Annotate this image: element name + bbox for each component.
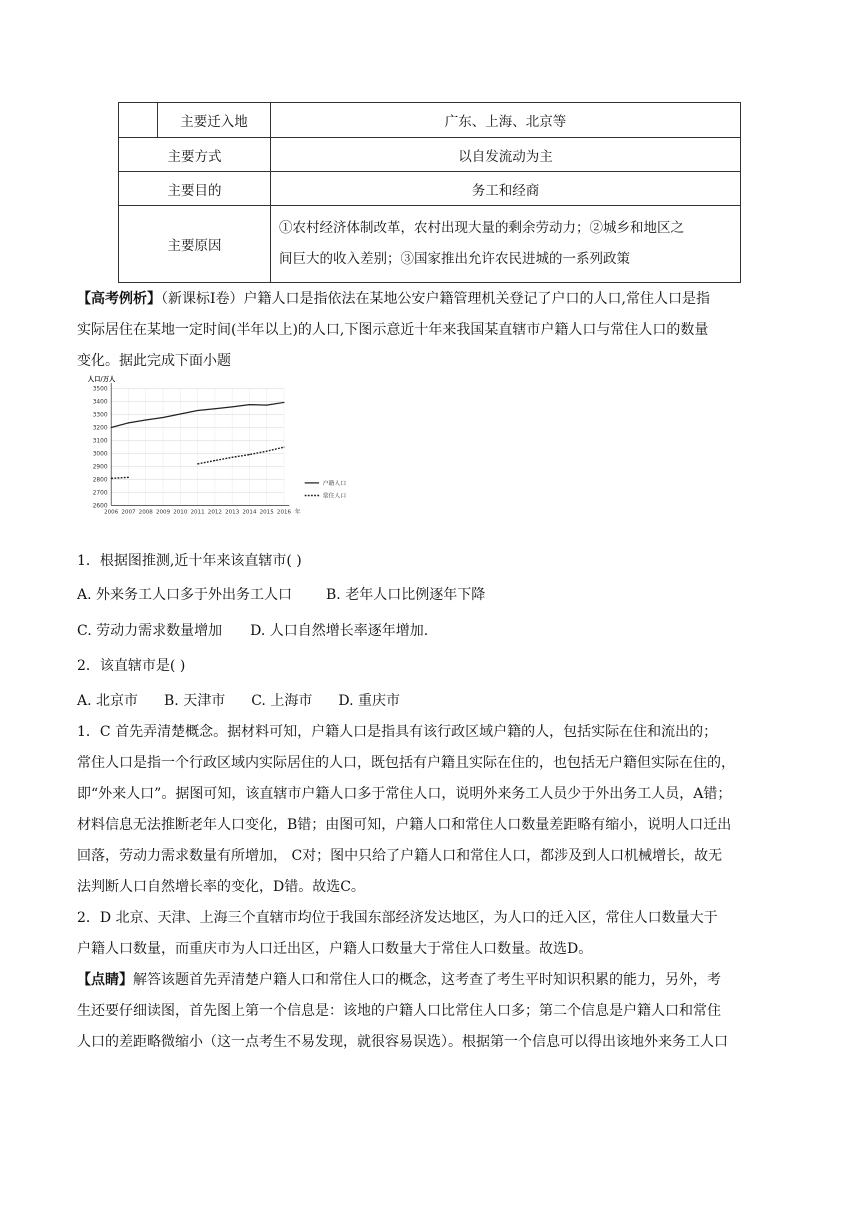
question-1-options bbox=[77, 584, 485, 604]
x-tick-label: 2015 bbox=[259, 509, 274, 516]
x-tick-label: 2010 bbox=[173, 509, 188, 516]
option-d: D. 人口自然增长率逐年增加. bbox=[250, 623, 429, 639]
question-2-options bbox=[77, 690, 400, 710]
answer-line: 回落，劳动力需求数量有所增加， C对；图中只给了户籍人口和常住人口，都涉及到人口机械增长，故无 bbox=[77, 848, 723, 864]
table-label: 主要原因 bbox=[119, 206, 271, 283]
x-tick-label: 2016 bbox=[276, 509, 292, 516]
table-row bbox=[119, 206, 741, 283]
population-line-chart bbox=[77, 360, 347, 532]
answer-line: 材料信息无法推断老年人口变化，B错；由图可知，户籍人口和常住人口数量差距略有缩小，说明人口迁出 bbox=[77, 817, 732, 833]
question-1-options bbox=[77, 620, 428, 640]
x-tick-label: 2009 bbox=[155, 509, 171, 516]
series-line-changzhu bbox=[111, 477, 128, 478]
legend-label: 户籍人口 bbox=[322, 481, 347, 488]
option-b: B. 老年人口比例逐年下降 bbox=[326, 587, 486, 603]
table-value: 务工和经商 bbox=[271, 172, 741, 206]
data-point-huji bbox=[214, 408, 215, 409]
example-body: 户籍人口是指依法在某地公安户籍管理机关登记了户口的人口,常住人口是指 bbox=[243, 291, 710, 307]
example-source: （新课标Ⅰ卷） bbox=[161, 291, 244, 307]
data-point-changzhu bbox=[249, 454, 250, 455]
data-point-huji bbox=[249, 404, 250, 405]
data-point-huji bbox=[145, 419, 146, 420]
x-tick-label: 2013 bbox=[225, 509, 240, 516]
x-tick-label: 2012 bbox=[207, 509, 222, 516]
legend-label: 常住人口 bbox=[322, 493, 347, 500]
data-point-changzhu bbox=[197, 463, 198, 464]
data-point-huji bbox=[180, 413, 181, 414]
data-point-changzhu bbox=[214, 460, 215, 461]
series-line-changzhu bbox=[198, 447, 284, 464]
data-point-huji bbox=[111, 427, 112, 428]
data-point-huji bbox=[197, 410, 198, 411]
data-point-changzhu bbox=[128, 477, 129, 478]
answer-1 bbox=[77, 717, 789, 1058]
comment-tag: 【点睛】 bbox=[77, 972, 133, 988]
option-c: C. 上海市 bbox=[251, 693, 313, 709]
y-tick-label: 2800 bbox=[92, 477, 108, 484]
table-value: 以自发流动为主 bbox=[271, 138, 741, 172]
comment-text: 解答该题首先弄清楚户籍人口和常住人口的概念，这考查了考生平时知识积累的能力，另外，考 bbox=[133, 972, 721, 988]
data-point-huji bbox=[232, 406, 233, 407]
data-point-huji bbox=[163, 417, 164, 418]
data-point-changzhu bbox=[283, 447, 284, 448]
table-row bbox=[119, 172, 741, 206]
y-tick-label: 3500 bbox=[92, 386, 108, 393]
answer-line: 户籍人口数量，而重庆市为人口迁出区，户籍人口数量大于常住人口数量。故选D。 bbox=[77, 941, 593, 957]
y-tick-label: 3200 bbox=[92, 425, 108, 432]
x-axis-unit: 年 bbox=[294, 509, 301, 516]
data-point-huji bbox=[128, 422, 129, 423]
option-a: A. 外来务工人口多于外出务工人口 bbox=[77, 587, 293, 603]
table-value: 广东、上海、北京等 bbox=[271, 103, 741, 138]
data-point-huji bbox=[266, 405, 267, 406]
y-tick-label: 2600 bbox=[92, 503, 108, 510]
question-2: 2．该直辖市是( ) bbox=[77, 658, 186, 674]
x-tick-label: 2014 bbox=[242, 509, 257, 516]
migration-table bbox=[118, 102, 741, 283]
y-tick-label: 3400 bbox=[92, 399, 108, 406]
y-tick-label: 2700 bbox=[92, 490, 108, 497]
table-row bbox=[119, 138, 741, 172]
comment-line bbox=[77, 965, 789, 996]
option-c: C. 劳动力需求数量增加 bbox=[77, 623, 223, 639]
table-merged-cell bbox=[119, 103, 158, 138]
x-tick-label: 2011 bbox=[190, 509, 205, 516]
table-row bbox=[119, 103, 741, 138]
question-1: 1．根据图推测,近十年来该直辖市( ) bbox=[77, 553, 302, 569]
data-point-changzhu bbox=[232, 457, 233, 458]
y-tick-label: 3100 bbox=[92, 438, 108, 445]
answer-line: 即“外来人口”。据图可知，该直辖市户籍人口多于常住人口，说明外来务工人员少于外出务工人员，A错； bbox=[77, 786, 732, 802]
example-tag: 【高考例析】 bbox=[77, 291, 161, 307]
data-point-changzhu bbox=[266, 451, 267, 452]
y-tick-label: 3300 bbox=[92, 412, 108, 419]
y-tick-label: 3000 bbox=[92, 451, 108, 458]
data-point-huji bbox=[283, 402, 284, 403]
comment-line: 生还要仔细读图，首先图上第一个信息是：该地的户籍人口比常住人口多；第二个信息是户籍人口和常住 bbox=[77, 1003, 721, 1019]
answer-line: 1．C 首先弄清楚概念。据材料可知，户籍人口是指具有该行政区域户籍的人，包括实际在住和流出的； bbox=[77, 724, 718, 740]
data-point-changzhu bbox=[111, 478, 112, 479]
example-line bbox=[77, 284, 789, 315]
answer-line: 常住人口是指一个行政区域内实际居住的人口，既包括有户籍且实际在住的，也包括无户籍但实际在住的， bbox=[77, 755, 735, 771]
table-label: 主要目的 bbox=[119, 172, 271, 206]
x-tick-label: 2007 bbox=[121, 509, 136, 516]
reason-line: 间巨大的收入差别；③国家推出允许农民进城的一系列政策 bbox=[279, 251, 630, 267]
comment-line: 人口的差距略微缩小（这一点考生不易发现，就很容易误选）。根据第一个信息可以得出该地外来务工人口 bbox=[77, 1034, 728, 1050]
option-d: D. 重庆市 bbox=[338, 693, 400, 709]
x-tick-label: 2006 bbox=[104, 509, 119, 516]
table-value bbox=[271, 206, 741, 283]
answer-line: 法判断人口自然增长率的变化，D错。故选C。 bbox=[77, 879, 365, 895]
table-label: 主要方式 bbox=[119, 138, 271, 172]
example-line: 实际居住在某地一定时间(半年以上)的人口,下图示意近十年来我国某直辖市户籍人口与常住人口的数量 bbox=[77, 322, 709, 338]
option-b: B. 天津市 bbox=[164, 693, 226, 709]
table-label: 主要迁入地 bbox=[158, 103, 271, 138]
option-a: A. 北京市 bbox=[77, 693, 139, 709]
answer-line: 2．D 北京、天津、上海三个直辖市均位于我国东部经济发达地区，为人口的迁入区，常住人口数量大于 bbox=[77, 910, 718, 926]
example-line: 变化。据此完成下面小题 bbox=[77, 353, 231, 369]
y-tick-label: 2900 bbox=[92, 464, 108, 471]
reason-line: ①农村经济体制改革，农村出现大量的剩余劳动力；②城乡和地区之 bbox=[279, 220, 684, 236]
y-axis-label: 人口/万人 bbox=[87, 376, 116, 384]
x-tick-label: 2008 bbox=[138, 509, 153, 516]
